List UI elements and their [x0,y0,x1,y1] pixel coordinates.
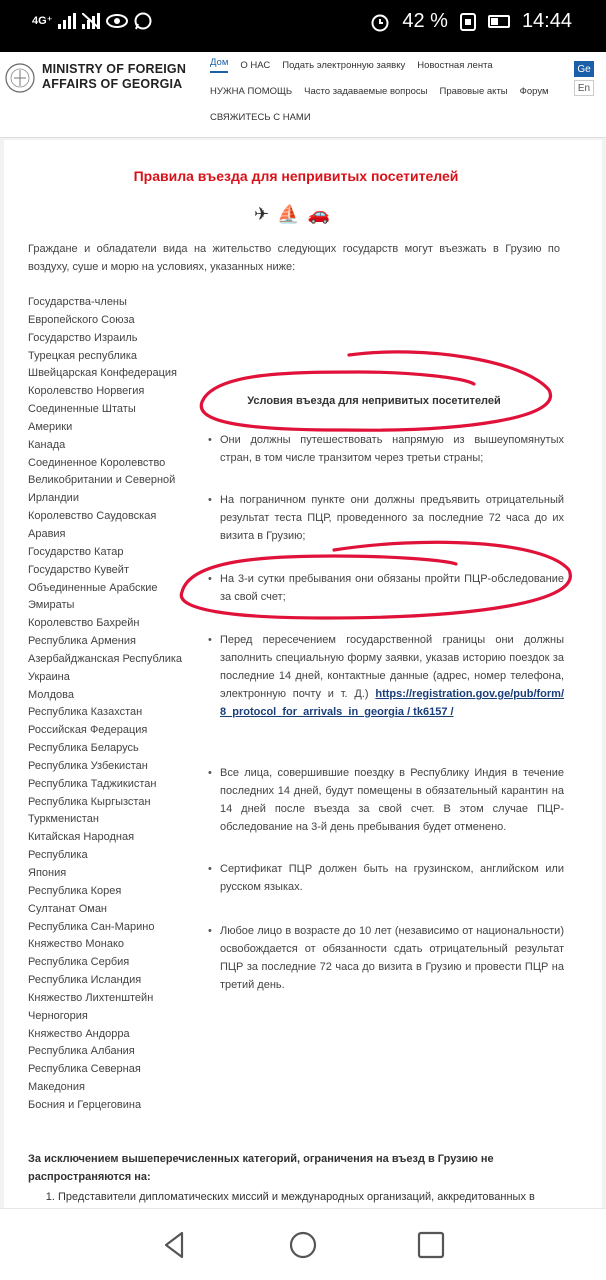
exception-item: 1. Представители дипломатических миссий и международных организаций, аккредитованных в [58,1188,564,1206]
country-item: Великобритании и Северной [28,474,176,487]
wifi-off-icon [82,13,100,29]
country-item: Республика Узбекистан [28,759,148,772]
car-icon: 🚗 [307,204,330,224]
country-item: Королевство Норвегия [28,385,145,398]
country-item: Республика Сербия [28,956,130,969]
exceptions-section [28,1150,564,1206]
country-item: Молдова [28,688,74,701]
country-item: Босния и Герцеговина [28,1098,142,1111]
network-type: 4G⁺ [32,14,53,27]
country-item: Канада [28,438,66,451]
country-item: Эмираты [28,599,75,612]
logo-line2: AFFAIRS OF GEORGIA [42,77,183,91]
country-item: Королевство Бахрейн [28,617,140,630]
country-item: Российская Федерация [28,724,148,737]
nav-legal-acts[interactable]: Правовые акты [439,85,508,97]
nav-contact[interactable]: СВЯЖИТЕСЬ С НАМИ [210,111,311,123]
country-item: Азербайджанская Республика [28,652,183,665]
condition-text: Перед пересечением государственной границы они должны заполнить специальную форму заявки, указав историю поездок за последние 14 дней, контактные данные (адрес, номер телефона, электронную почту и т. Д.) [220,634,564,700]
country-item: Республика Казахстан [28,706,143,719]
site-header [0,52,606,138]
country-list [28,294,198,1115]
country-item: Государства-члены [28,296,127,308]
country-item: Швейцарская Конфедерация [28,367,177,380]
transport-icons [254,204,330,225]
country-item: Княжество Андорра [28,1027,130,1040]
home-icon[interactable] [287,1229,319,1261]
country-item: Соединенные Штаты [28,403,136,416]
country-item: Республика Беларусь [28,742,139,755]
recents-icon[interactable] [415,1229,447,1261]
country-item: Государство Катар [28,545,124,558]
airplane-icon: ✈ [254,204,270,224]
country-item: Республика Северная [28,1063,141,1076]
back-icon[interactable] [158,1229,190,1261]
sailboat-icon: ⛵ [277,204,300,224]
lang-en-button[interactable]: En [574,80,594,96]
conditions-title: Условия въезда для непривитых посетителей [247,395,501,407]
sim-icon [460,13,476,31]
alarm-icon [370,12,390,32]
nav-home[interactable]: Дом [210,57,228,73]
country-item: Ирландии [28,492,79,505]
registration-link[interactable]: https://registration.gov.ge/pub/form/ 8_protocol_for_arrivals_in_georgia / tk6157 / [220,688,565,718]
country-item: Королевство Саудовская [28,510,157,523]
exceptions-heading: За исключением вышеперечисленных категорий, ограничения на въезд в Грузию не распространяются на: [28,1153,494,1183]
signal-icon [58,13,76,29]
country-item: Украина [28,670,70,683]
country-item: Македония [28,1081,85,1094]
country-item: Аравия [28,527,66,540]
status-bar [0,0,606,52]
country-item: Республика Кыргызстан [28,795,151,808]
country-item: Республика [28,849,88,862]
nav-need-help[interactable]: НУЖНА ПОМОЩЬ [210,85,293,97]
ministry-seal-icon [4,60,36,100]
site-logo[interactable] [42,62,186,92]
condition-item: • Любое лицо в возрасте до 10 лет (независимо от национальности) освобождается от обязанности сдать отрицательный результат ПЦР за последние 72 часа до визита в Грузию и провести ПЦР на третий день. [208,922,564,994]
country-item: Америки [28,420,73,433]
condition-item: • На пограничном пункте они должны предъявить отрицательный результат теста ПЦР, проведенного за последние 72 часа до их визита в Грузию; [208,491,564,545]
nav-about[interactable]: О НАС [240,59,271,71]
country-item: Султанат Оман [28,902,108,915]
nav-news-feed[interactable]: Новостная лента [417,59,493,71]
country-item: Республика Сан-Марино [28,920,155,933]
main-nav [204,52,568,130]
page-title: Правила въезда для непривитых посетителей [133,168,459,184]
country-item: Турецкая республика [28,349,138,362]
clock: 14:44 [521,10,572,32]
logo-line1: MINISTRY OF FOREIGN [42,62,187,76]
android-nav-bar [0,1208,606,1280]
country-item: Республика Корея [28,884,122,897]
condition-item: • Все лица, совершившие поездку в Республику Индия в течение последних 14 дней, будут помещены в обязательный карантин на 14 дней после въезда за свой счет. В этом случае ПЦР-обследование на 3-й день пребывания будет отменено. [208,764,564,836]
nav-faq[interactable]: Часто задаваемые вопросы [304,85,428,97]
country-item: Япония [28,867,67,879]
battery-icon [488,15,510,28]
whatsapp-icon [134,12,152,30]
country-item: Объединенные Арабские [28,581,158,594]
condition-item [208,631,564,721]
country-item: Государство Кувейт [28,563,129,576]
country-item: Княжество Монако [28,938,124,951]
condition-item: • На 3-и сутки пребывания они обязаны пройти ПЦР-обследование за свой счет; [208,570,564,606]
country-item: Республика Таджикистан [28,777,157,790]
country-item: Соединенное Королевство [28,456,166,469]
lang-ge-button[interactable]: Ge [574,61,594,77]
country-item: Европейского Союза [28,313,135,326]
country-item: Черногория [28,1009,88,1022]
intro-paragraph: Граждане и обладатели вида на жительство следующих государств могут въезжать в Грузию по воздуху, суше и морю на условиях, указанных ниже: [28,243,560,273]
country-item: Республика Исландия [28,974,142,987]
country-item: Китайская Народная [28,831,135,844]
condition-item: • Сертификат ПЦР должен быть на грузинском, английском или русском языках. [208,860,564,896]
country-item: Республика Армения [28,635,136,648]
nav-forum[interactable]: Форум [519,85,549,97]
country-item: Республика Албания [28,1045,135,1058]
battery-percent: 42 % [402,10,448,32]
country-item: Княжество Лихтенштейн [28,991,154,1004]
eye-icon [106,13,128,29]
country-item: Государство Израиль [28,331,138,344]
condition-item: • Они должны путешествовать напрямую из вышеупомянутых стран, в том числе транзитом через третьи страны; [208,431,564,467]
nav-apply-online[interactable]: Подать электронную заявку [282,59,406,71]
main-content [4,140,602,1208]
country-item: Туркменистан [28,813,99,826]
